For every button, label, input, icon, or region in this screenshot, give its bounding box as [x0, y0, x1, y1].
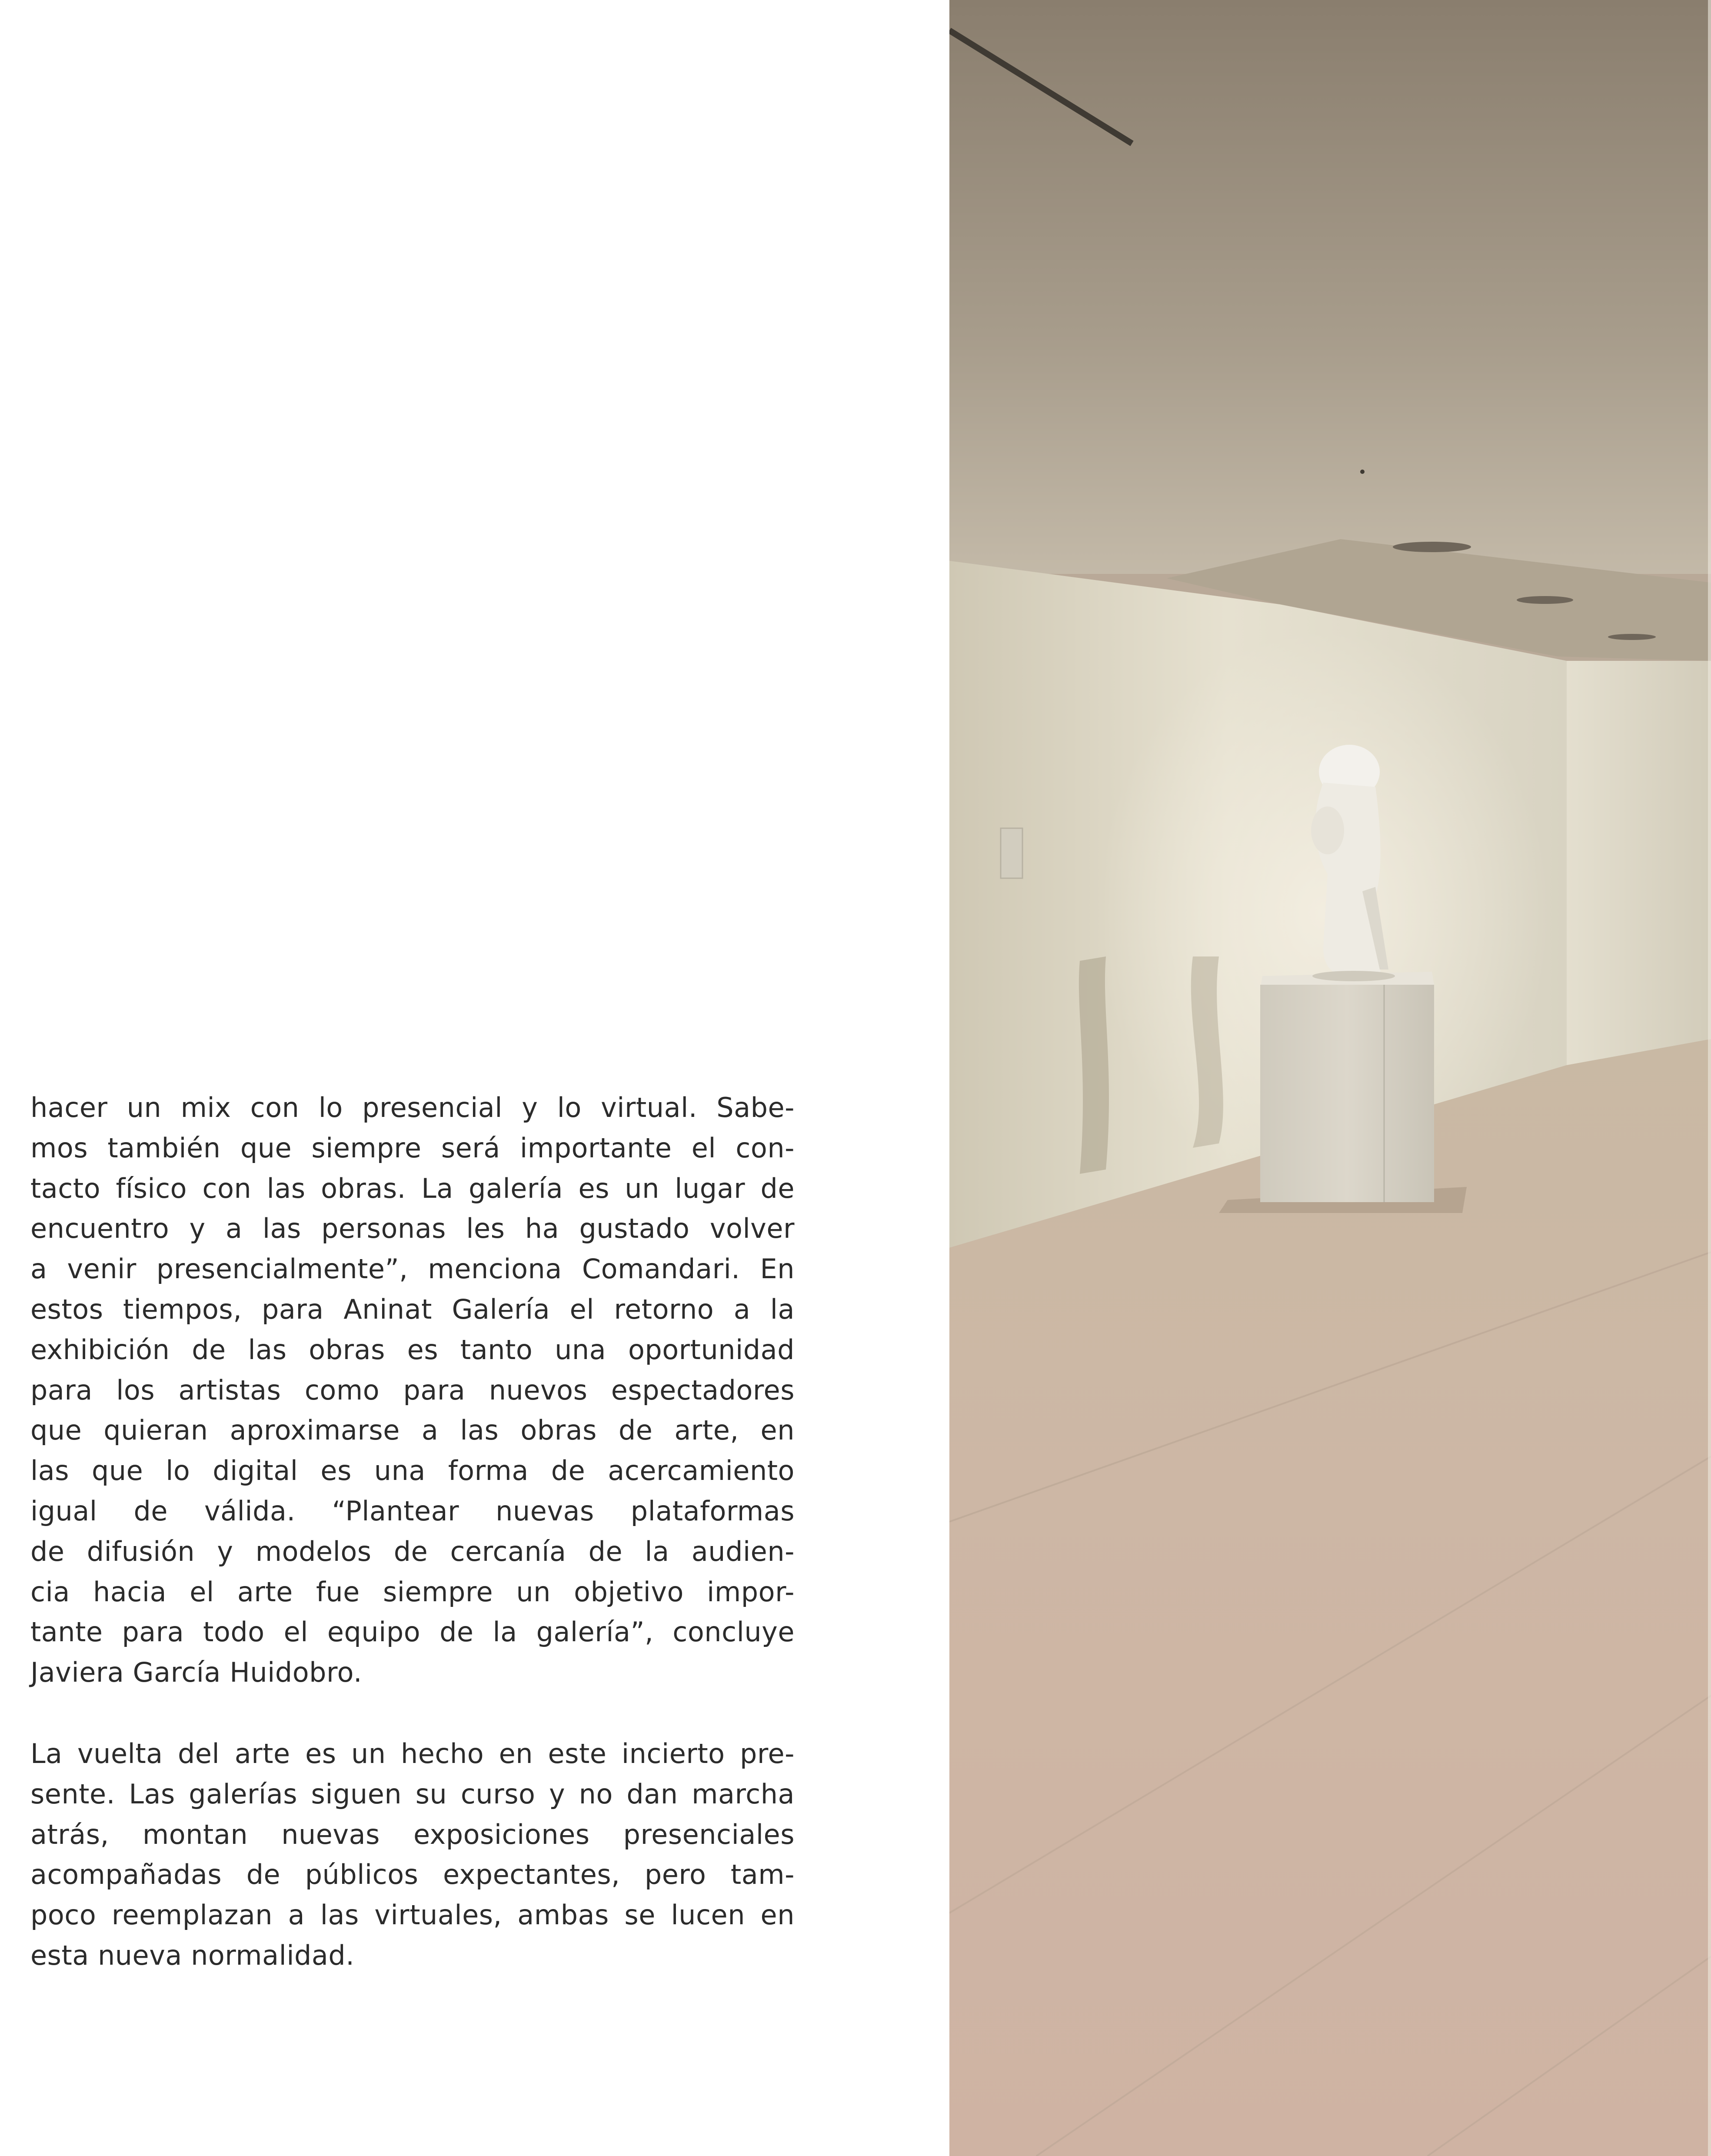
text-line: de difusión y modelos de cercanía de la audien- [30, 1535, 795, 1567]
text-line: a venir presencialmente”, menciona Comandari. En [30, 1253, 795, 1285]
wall-label [1001, 828, 1022, 878]
text-line: que quieran aproximarse a las obras de arte, en [30, 1414, 795, 1446]
text-line: esta nueva normalidad. [30, 1939, 355, 1971]
text-line: las que lo digital es una forma de acercamiento [30, 1455, 795, 1487]
ceiling-dot [1360, 470, 1365, 474]
text-line: para los artistas como para nuevos espectadores [30, 1374, 795, 1406]
text-line: acompañadas de públicos expectantes, pero tam- [30, 1859, 795, 1891]
text-line: tacto físico con las obras. La galería es un lugar de [30, 1172, 795, 1204]
article-paragraph-1 [30, 1088, 795, 1693]
pedestal [1260, 985, 1434, 1202]
sculpture-shadow [1079, 956, 1109, 1174]
text-line: exhibición de las obras es tanto una oportunidad [30, 1333, 795, 1366]
gallery-photo-illustration [949, 0, 1711, 2156]
text-line: sente. Las galerías siguen su curso y no dan marcha [30, 1778, 795, 1810]
ceiling-light-icon [1608, 634, 1656, 640]
text-line: estos tiempos, para Aninat Galería el retorno a la [30, 1293, 795, 1325]
ceiling-light-icon [1393, 542, 1471, 552]
text-line: igual de válida. “Plantear nuevas plataformas [30, 1495, 795, 1527]
text-line: atrás, montan nuevas exposiciones presenciales [30, 1818, 795, 1850]
text-line: encuentro y a las personas les ha gustado volver [30, 1213, 795, 1245]
text-line: hacer un mix con lo presencial y lo virtual. Sabe- [30, 1092, 795, 1123]
text-line: tante para todo el equipo de la galería”, concluye [30, 1616, 795, 1648]
text-line: mos también que siempre será importante el con- [30, 1132, 795, 1164]
text-line: La vuelta del arte es un hecho en este incierto pre- [30, 1738, 795, 1769]
text-line: cia hacia el arte fue siempre un objetivo impor- [30, 1576, 795, 1608]
ceiling [949, 0, 1711, 574]
back-wall [1567, 661, 1711, 1065]
text-line: Javiera García Huidobro. [30, 1656, 363, 1689]
gallery-photo [949, 0, 1711, 2156]
article-paragraph-2 [30, 1734, 795, 1976]
ceiling-light-icon [1517, 596, 1573, 604]
text-line: poco reemplazan a las virtuales, ambas se lucen en [30, 1899, 795, 1931]
photo-edge [1708, 0, 1711, 2156]
